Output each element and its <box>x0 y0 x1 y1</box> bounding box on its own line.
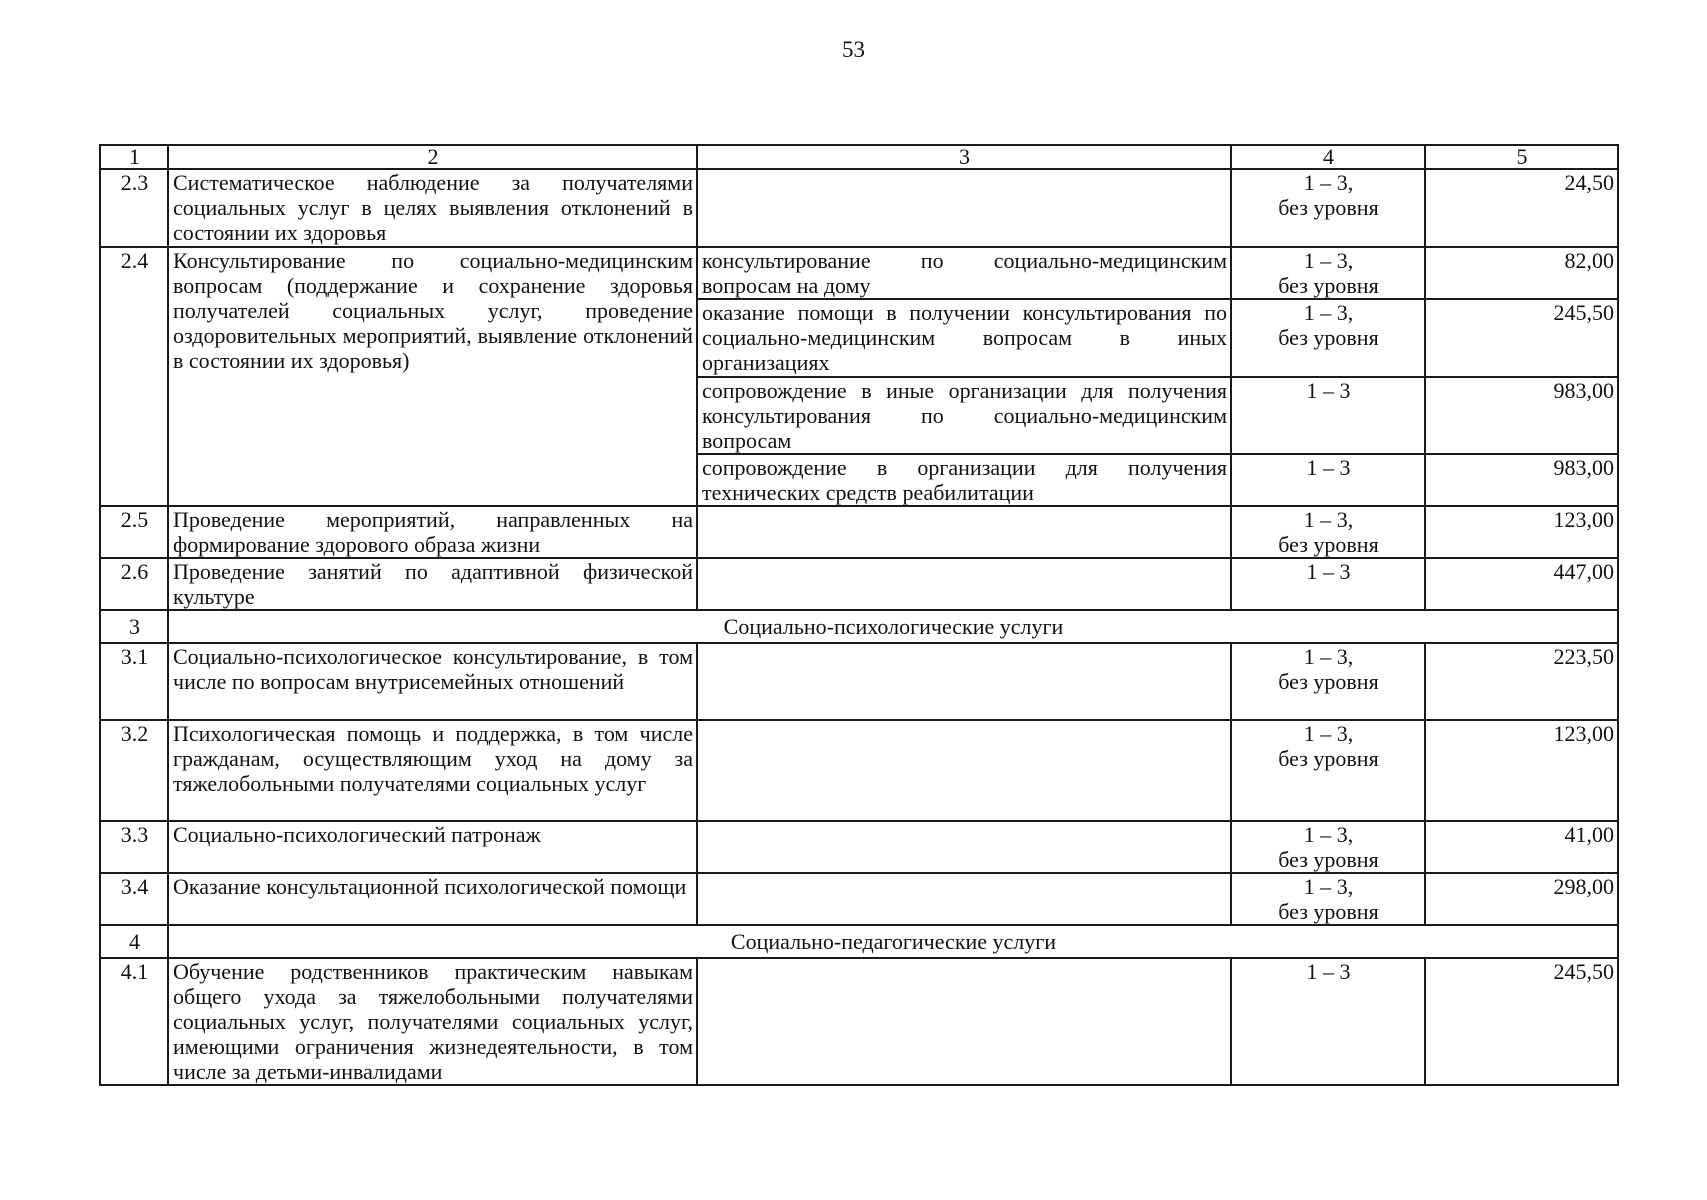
service-level <box>1231 169 1425 247</box>
table-row <box>100 558 1618 610</box>
table-row <box>100 643 1618 720</box>
service-name: Проведение занятий по адаптивной физической культуре <box>168 558 697 610</box>
service-level <box>1231 506 1425 558</box>
services-table <box>99 144 1619 1086</box>
service-level <box>1231 299 1425 377</box>
table-row <box>100 873 1618 925</box>
page-number: 53 <box>842 37 865 62</box>
service-name: Систематическое наблюдение за получателями социальных услуг в целях выявления отклонений в состоянии их здоровья <box>168 169 697 247</box>
service-name: Проведение мероприятий, направленных на формирование здорового образа жизни <box>168 506 697 558</box>
service-subtype <box>697 169 1231 247</box>
table-row <box>100 720 1618 821</box>
level-range: 1 – 3, <box>1303 822 1354 847</box>
service-price: 123,00 <box>1425 720 1618 821</box>
section-number: 4 <box>100 925 168 958</box>
section-title: Социально-психологические услуги <box>168 610 1618 643</box>
level-note: без уровня <box>1278 273 1379 298</box>
level-range: 1 – 3 <box>1306 559 1351 584</box>
service-level <box>1231 958 1425 1085</box>
service-subtype: консультирование по социально-медицинским вопросам на дому <box>697 247 1231 299</box>
service-name: Психологическая помощь и поддержка, в том числе гражданам, осуществляющим уход на дому за тяжелобольными получателями социальных услуг <box>168 720 697 821</box>
row-number: 2.6 <box>100 558 168 610</box>
level-note: без уровня <box>1278 532 1379 557</box>
row-number: 2.3 <box>100 169 168 247</box>
service-subtype: сопровождение в иные организации для получения консультирования по социально-медицинским вопросам <box>697 377 1231 454</box>
section-number: 3 <box>100 610 168 643</box>
service-subtype <box>697 821 1231 873</box>
row-number: 3.4 <box>100 873 168 925</box>
level-range: 1 – 3, <box>1303 170 1354 195</box>
service-price: 245,50 <box>1425 299 1618 377</box>
table-row <box>100 821 1618 873</box>
service-subtype <box>697 506 1231 558</box>
header-cell: 5 <box>1425 145 1618 169</box>
level-note: без уровня <box>1278 847 1379 872</box>
service-subtype <box>697 958 1231 1085</box>
service-level <box>1231 821 1425 873</box>
service-price: 223,50 <box>1425 643 1618 720</box>
level-range: 1 – 3 <box>1306 959 1351 984</box>
row-number: 3.3 <box>100 821 168 873</box>
level-range: 1 – 3 <box>1306 378 1351 403</box>
service-price: 24,50 <box>1425 169 1618 247</box>
service-subtype <box>697 558 1231 610</box>
table-row <box>100 506 1618 558</box>
table-row <box>100 247 1618 299</box>
service-price: 82,00 <box>1425 247 1618 299</box>
row-number: 3.2 <box>100 720 168 821</box>
service-subtype <box>697 873 1231 925</box>
service-subtype: оказание помощи в получении консультирования по социально-медицинским вопросам в иных организациях <box>697 299 1231 377</box>
service-subtype <box>697 643 1231 720</box>
service-price: 983,00 <box>1425 454 1618 506</box>
service-level <box>1231 377 1425 454</box>
service-subtype <box>697 720 1231 821</box>
service-level <box>1231 247 1425 299</box>
service-price: 41,00 <box>1425 821 1618 873</box>
row-number: 3.1 <box>100 643 168 720</box>
section-row <box>100 610 1618 643</box>
service-price: 123,00 <box>1425 506 1618 558</box>
section-row <box>100 925 1618 958</box>
service-name: Оказание консультационной психологической помощи <box>168 873 697 925</box>
service-name: Социально-психологическое консультирование, в том числе по вопросам внутрисемейных отношений <box>168 643 697 720</box>
service-level <box>1231 643 1425 720</box>
service-name: Консультирование по социально-медицинским вопросам (поддержание и сохранение здоровья получателей социальных услуг, проведение оздоровительных мероприятий, выявление отклонений в состоянии их здоровья) <box>168 247 697 506</box>
table-header-row <box>100 145 1618 169</box>
row-number: 4.1 <box>100 958 168 1085</box>
level-range: 1 – 3, <box>1303 644 1354 669</box>
level-range: 1 – 3, <box>1303 874 1354 899</box>
table-row <box>100 958 1618 1085</box>
level-range: 1 – 3, <box>1303 507 1354 532</box>
table-row <box>100 169 1618 247</box>
service-price: 447,00 <box>1425 558 1618 610</box>
level-note: без уровня <box>1278 195 1379 220</box>
level-note: без уровня <box>1278 899 1379 924</box>
level-range: 1 – 3, <box>1303 721 1354 746</box>
level-note: без уровня <box>1278 325 1379 350</box>
service-price: 245,50 <box>1425 958 1618 1085</box>
service-level <box>1231 873 1425 925</box>
section-title: Социально-педагогические услуги <box>168 925 1618 958</box>
header-cell: 1 <box>100 145 168 169</box>
service-level <box>1231 720 1425 821</box>
row-number: 2.5 <box>100 506 168 558</box>
level-note: без уровня <box>1278 746 1379 771</box>
header-cell: 4 <box>1231 145 1425 169</box>
row-number: 2.4 <box>100 247 168 506</box>
service-level <box>1231 558 1425 610</box>
service-name: Обучение родственников практическим навыкам общего ухода за тяжелобольными получателями социальных услуг, получателями социальных услуг, имеющими ограничения жизнедеятельности, в том числе за детьми-инвалидами <box>168 958 697 1085</box>
service-level <box>1231 454 1425 506</box>
service-subtype: сопровождение в организации для получения технических средств реабилитации <box>697 454 1231 506</box>
service-name: Социально-психологический патронаж <box>168 821 697 873</box>
service-price: 298,00 <box>1425 873 1618 925</box>
header-cell: 3 <box>697 145 1231 169</box>
level-range: 1 – 3, <box>1303 248 1354 273</box>
level-range: 1 – 3 <box>1306 455 1351 480</box>
level-range: 1 – 3, <box>1303 300 1354 325</box>
service-price: 983,00 <box>1425 377 1618 454</box>
level-note: без уровня <box>1278 669 1379 694</box>
header-cell: 2 <box>168 145 697 169</box>
